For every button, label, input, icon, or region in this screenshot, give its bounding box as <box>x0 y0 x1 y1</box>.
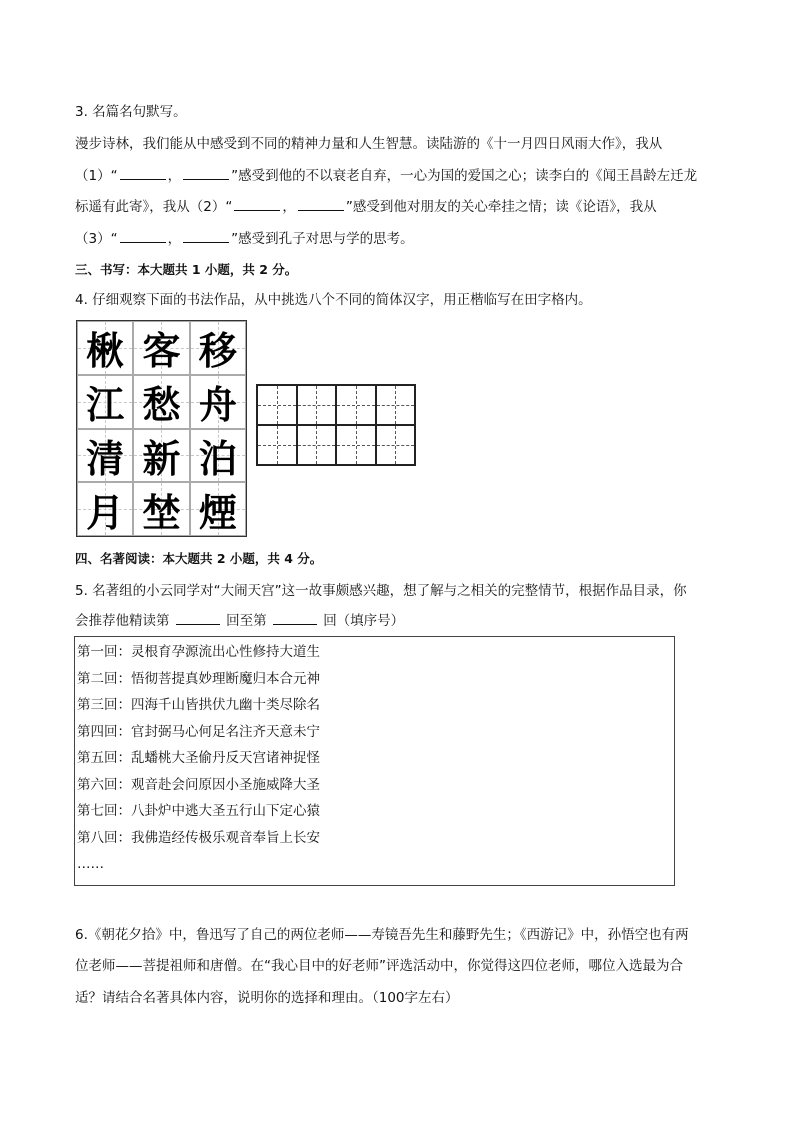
q3-line4-sep: ， <box>167 231 182 247</box>
q3-line2 <box>75 165 697 186</box>
answer-blank-3a[interactable] <box>120 228 166 243</box>
answer-blank-start-chapter[interactable] <box>176 610 220 625</box>
q5-line2-middle: 回至第 <box>226 613 267 629</box>
tianzige-box[interactable] <box>257 425 297 465</box>
contents-box <box>74 636 675 886</box>
q3-line4 <box>75 228 414 249</box>
q6-line1: 6.《朝花夕拾》中，鲁迅写了自己的两位老师——寿镜吾先生和藤野先生；《西游记》中，孙悟空也有两 <box>75 927 689 943</box>
contents-item: 第二回：悟彻菩提真妙理断魔归本合元神 <box>77 670 320 687</box>
tianzige-writing-grid <box>256 384 416 466</box>
q3-line4-suffix: ”感受到孔子对思与学的思考。 <box>231 231 414 247</box>
q5-line1: 5. 名著组的小云同学对“大闹天宫”这一故事颇感兴趣，想了解与之相关的完整情节，根据作品目录，你 <box>75 583 687 599</box>
tianzige-box[interactable] <box>297 425 337 465</box>
contents-ellipsis: …… <box>77 856 104 872</box>
q3-line3 <box>75 196 657 217</box>
q5-line2-suffix: 回（填序号） <box>323 613 405 629</box>
calligraphy-char: 愁 <box>133 375 189 429</box>
tianzige-box[interactable] <box>297 385 337 425</box>
tianzige-box[interactable] <box>376 385 416 425</box>
calligraphy-artwork <box>76 320 247 537</box>
q3-line2-suffix: ”感受到他的不以衰老自弃，一心为国的爱国之心；读李白的《闻王昌龄左迁龙 <box>231 168 698 184</box>
tianzige-box[interactable] <box>376 425 416 465</box>
q3-title: 3. 名篇名句默写。 <box>75 104 187 120</box>
tianzige-box[interactable] <box>336 385 376 425</box>
q3-line2-prefix: （1）“ <box>75 168 118 184</box>
q5-line2-prefix: 会推荐他精读第 <box>75 613 170 629</box>
answer-blank-1b[interactable] <box>183 165 229 180</box>
calligraphy-char: 楸 <box>77 321 133 375</box>
answer-blank-2b[interactable] <box>298 196 344 211</box>
contents-item: 第七回：八卦炉中逃大圣五行山下定心猿 <box>77 803 320 819</box>
calligraphy-char: 移 <box>190 321 246 375</box>
contents-item: 第一回：灵根育孕源流出心性修持大道生 <box>77 644 320 660</box>
contents-item: 第四回：官封弼马心何足名注齐天意未宁 <box>77 723 320 740</box>
calligraphy-char: 月 <box>77 482 133 536</box>
calligraphy-char: 江 <box>77 375 133 429</box>
q3-line4-prefix: （3）“ <box>75 231 118 247</box>
q5-line2 <box>75 610 404 631</box>
calligraphy-char: 新 <box>133 429 189 483</box>
q3-line3-suffix: ”感受到他对朋友的关心牵挂之情；读《论语》，我从 <box>345 199 657 215</box>
q4-title: 4. 仔细观察下面的书法作品，从中挑选八个不同的简体汉字，用正楷临写在田字格内。 <box>75 292 592 308</box>
contents-item: 第三回：四海千山皆拱伏九幽十类尽除名 <box>77 697 320 713</box>
calligraphy-char: 清 <box>77 429 133 483</box>
q6-line2: 位老师——菩提祖师和唐僧。在“我心目中的好老师”评选活动中，你觉得这四位老师，哪位入选最为合 <box>75 958 683 974</box>
contents-item: 第五回：乱蟠桃大圣偷丹反天宫诸神捉怪 <box>77 750 320 766</box>
q3-line1: 漫步诗林，我们能从中感受到不同的精神力量和人生智慧。读陆游的《十一月四日风雨大作》，我从 <box>75 136 663 152</box>
answer-blank-end-chapter[interactable] <box>273 610 317 625</box>
q3-line2-sep: ， <box>167 168 182 184</box>
calligraphy-char: 埜 <box>133 482 189 536</box>
tianzige-box[interactable] <box>257 385 297 425</box>
calligraphy-char: 煙 <box>190 482 246 536</box>
q3-line3-sep: ， <box>282 199 296 215</box>
calligraphy-char: 舟 <box>190 375 246 429</box>
contents-item: 第六回：观音赴会问原因小圣施威降大圣 <box>77 776 320 793</box>
calligraphy-char: 泊 <box>190 429 246 483</box>
q6-line3: 适？请结合名著具体内容，说明你的选择和理由。（100字左右） <box>75 990 459 1006</box>
section3-title: 三、书写：本大题共 1 小题，共 2 分。 <box>75 262 298 277</box>
tianzige-box[interactable] <box>336 425 376 465</box>
contents-item: 第八回：我佛造经传极乐观音奉旨上长安 <box>77 829 320 846</box>
answer-blank-3b[interactable] <box>183 228 229 243</box>
answer-blank-2a[interactable] <box>234 196 280 211</box>
section4-title: 四、名著阅读：本大题共 2 小题，共 4 分。 <box>75 551 323 566</box>
calligraphy-char: 客 <box>133 321 189 375</box>
q3-line3-prefix: 标遥有此寄》，我从（2）“ <box>75 199 233 215</box>
answer-blank-1a[interactable] <box>120 165 166 180</box>
